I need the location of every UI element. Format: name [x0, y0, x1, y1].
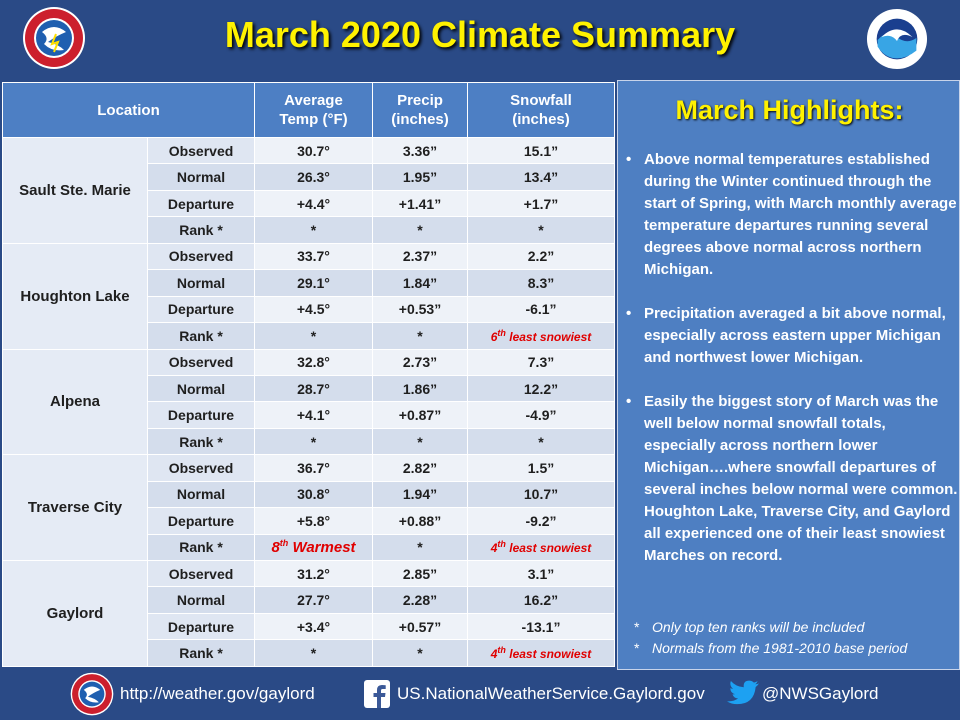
snow-cell: +1.7” [468, 190, 615, 216]
climate-table [2, 82, 615, 667]
row-label: Rank * [148, 534, 255, 560]
snow-cell: 16.2” [468, 587, 615, 613]
precip-cell: 1.95” [373, 164, 468, 190]
temp-cell: 33.7° [255, 243, 373, 269]
temp-cell: 27.7° [255, 587, 373, 613]
row-label: Rank * [148, 217, 255, 243]
highlight-item: • Precipitation averaged a bit above normal, especially across eastern upper Michigan and northwest lower Michigan. [626, 305, 946, 366]
page-title: March 2020 Climate Summary [224, 14, 736, 55]
snow-cell: 15.1” [468, 138, 615, 164]
row-label: Observed [148, 243, 255, 269]
snow-cell: 12.2” [468, 375, 615, 401]
highlights-list [624, 149, 959, 589]
snow-cell: -6.1” [468, 296, 615, 322]
table-row [3, 349, 615, 375]
precip-cell: +0.53” [373, 296, 468, 322]
row-label: Normal [148, 164, 255, 190]
footnote: * Normals from the 1981-2010 base period [632, 638, 952, 659]
highlights-title: March Highlights: [675, 95, 904, 125]
facebook-icon[interactable] [364, 680, 390, 708]
facebook-link[interactable]: US.NationalWeatherService.Gaylord.gov [397, 684, 705, 703]
precip-cell: * [373, 217, 468, 243]
header-location: Location [3, 83, 255, 138]
row-label: Rank * [148, 640, 255, 667]
snow-cell: -13.1” [468, 613, 615, 639]
precip-cell: 2.85” [373, 561, 468, 587]
bullet-icon: • [626, 393, 632, 410]
temp-cell: * [255, 640, 373, 667]
precip-cell: +0.57” [373, 613, 468, 639]
temp-cell: 28.7° [255, 375, 373, 401]
footer [0, 670, 960, 720]
footnotes [632, 617, 952, 659]
asterisk-icon: * [634, 619, 640, 635]
row-label: Normal [148, 587, 255, 613]
table-header-row [3, 83, 615, 138]
highlights-panel [617, 80, 960, 670]
precip-cell: +0.87” [373, 402, 468, 428]
row-label: Observed [148, 561, 255, 587]
row-label: Departure [148, 296, 255, 322]
header-temp: Average Temp (°F) [255, 83, 373, 138]
table-row [3, 138, 615, 164]
footnote: * Only top ten ranks will be included [632, 617, 952, 638]
highlight-item: • Above normal temperatures established during the Winter continued through the start of Spring, with March monthly average temperature departures running several degrees above normal across northern Michigan. [626, 151, 957, 278]
precip-cell: 3.36” [373, 138, 468, 164]
row-label: Departure [148, 613, 255, 639]
precip-cell: 1.84” [373, 270, 468, 296]
snow-cell: * [468, 217, 615, 243]
row-label: Observed [148, 138, 255, 164]
temp-cell: 32.8° [255, 349, 373, 375]
row-label: Departure [148, 190, 255, 216]
temp-cell: * [255, 217, 373, 243]
precip-cell: +0.88” [373, 508, 468, 534]
station-name: Traverse City [3, 455, 148, 561]
snow-rank-cell: 6th least snowiest [468, 323, 615, 349]
twitter-handle[interactable]: @NWSGaylord [762, 684, 879, 703]
twitter-icon[interactable] [727, 680, 759, 707]
precip-cell: 2.73” [373, 349, 468, 375]
snow-cell: * [468, 428, 615, 454]
precip-cell: * [373, 534, 468, 560]
snow-cell: 2.2” [468, 243, 615, 269]
asterisk-icon: * [634, 640, 640, 656]
precip-cell: 2.37” [373, 243, 468, 269]
header [0, 0, 960, 82]
website-link[interactable]: http://weather.gov/gaylord [120, 684, 315, 703]
station-name: Sault Ste. Marie [3, 138, 148, 244]
row-label: Departure [148, 508, 255, 534]
row-label: Normal [148, 270, 255, 296]
noaa-logo-icon [866, 8, 928, 70]
station-name: Houghton Lake [3, 243, 148, 349]
row-label: Departure [148, 402, 255, 428]
station-name: Gaylord [3, 561, 148, 667]
temp-cell: +4.4° [255, 190, 373, 216]
precip-cell: * [373, 428, 468, 454]
snow-rank-cell: 4th least snowiest [468, 534, 615, 560]
nws-logo-icon [70, 672, 114, 716]
temp-cell: * [255, 323, 373, 349]
temp-cell: 31.2° [255, 561, 373, 587]
snow-cell: -4.9” [468, 402, 615, 428]
precip-cell: 1.86” [373, 375, 468, 401]
bullet-icon: • [626, 151, 632, 168]
row-label: Normal [148, 375, 255, 401]
row-label: Rank * [148, 428, 255, 454]
temp-cell: +4.1° [255, 402, 373, 428]
highlight-item: • Easily the biggest story of March was the well below normal snowfall totals, especially across northern lower Michigan….where snowfall departures of several inches below normal were common. Houghton Lake, Traverse City, and Gaylord all experienced one of their least snowiest Marches on record. [626, 393, 958, 564]
snow-cell: 13.4” [468, 164, 615, 190]
precip-cell: +1.41” [373, 190, 468, 216]
table-row [3, 243, 615, 269]
row-label: Observed [148, 349, 255, 375]
precip-cell: * [373, 640, 468, 667]
precip-cell: 2.82” [373, 455, 468, 481]
temp-cell: +3.4° [255, 613, 373, 639]
row-label: Rank * [148, 323, 255, 349]
temp-cell: 36.7° [255, 455, 373, 481]
temp-cell: 29.1° [255, 270, 373, 296]
precip-cell: * [373, 323, 468, 349]
precip-cell: 2.28” [373, 587, 468, 613]
header-snowfall: Snowfall (inches) [468, 83, 615, 138]
snow-cell: 3.1” [468, 561, 615, 587]
temp-cell: +4.5° [255, 296, 373, 322]
precip-cell: 1.94” [373, 481, 468, 507]
station-name: Alpena [3, 349, 148, 455]
table-row [3, 561, 615, 587]
snow-cell: 8.3” [468, 270, 615, 296]
table-row [3, 455, 615, 481]
snow-cell: 7.3” [468, 349, 615, 375]
header-precip: Precip (inches) [373, 83, 468, 138]
bullet-icon: • [626, 305, 632, 322]
row-label: Observed [148, 455, 255, 481]
row-label: Normal [148, 481, 255, 507]
temp-rank-cell: 8th Warmest [255, 534, 373, 560]
snow-cell: 1.5” [468, 455, 615, 481]
snow-cell: 10.7” [468, 481, 615, 507]
temp-cell: 30.7° [255, 138, 373, 164]
snow-cell: -9.2” [468, 508, 615, 534]
temp-cell: * [255, 428, 373, 454]
temp-cell: 30.8° [255, 481, 373, 507]
snow-rank-cell: 4th least snowiest [468, 640, 615, 667]
temp-cell: 26.3° [255, 164, 373, 190]
temp-cell: +5.8° [255, 508, 373, 534]
